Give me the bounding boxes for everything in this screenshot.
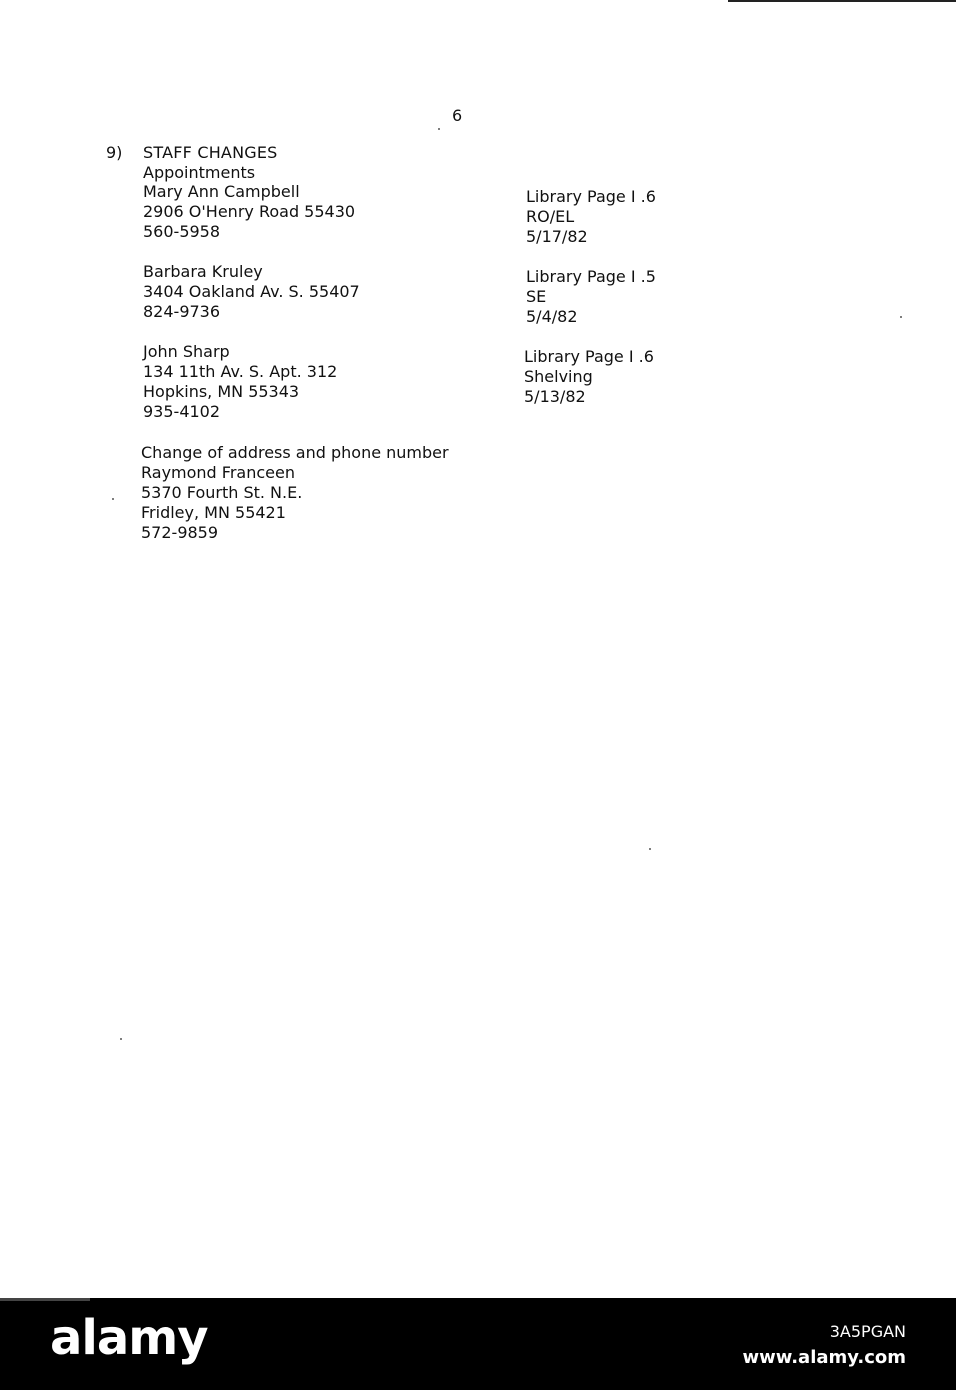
staff-position: Library Page I .6 [526, 187, 656, 206]
page-number: 6 [452, 106, 463, 125]
staff-location: Shelving [524, 367, 593, 386]
site-url: www.alamy.com [742, 1347, 906, 1368]
staff-position: Library Page I .6 [524, 347, 654, 366]
scan-speck [438, 128, 440, 130]
staff-phone: 824-9736 [143, 302, 221, 321]
appointment-entry [143, 262, 360, 322]
staff-name: John Sharp [143, 342, 230, 361]
alamy-logo: alamy [50, 1310, 208, 1366]
staff-address: 134 11th Av. S. Apt. 312 [143, 362, 338, 381]
staff-name: Barbara Kruley [143, 262, 263, 281]
section-title: STAFF CHANGES [143, 143, 278, 162]
image-id: 3A5PGAN [829, 1322, 906, 1341]
scan-edge-mark [0, 1298, 90, 1301]
staff-date: 5/13/82 [524, 387, 586, 406]
scan-speck [900, 316, 902, 318]
scan-edge-line [728, 0, 956, 2]
staff-location: SE [526, 287, 547, 306]
appointment-entry [143, 182, 355, 242]
section-subtitle: Appointments [143, 163, 256, 182]
appointment-details [526, 187, 656, 247]
appointment-entry [143, 342, 337, 422]
staff-address: 2906 O'Henry Road 55430 [143, 202, 356, 221]
staff-phone: 560-5958 [143, 222, 221, 241]
scan-speck [120, 1038, 122, 1040]
watermark-banner [0, 1298, 956, 1390]
change-phone: 572-9859 [141, 523, 219, 542]
change-heading: Change of address and phone number [141, 443, 449, 462]
change-address: Fridley, MN 55421 [141, 503, 286, 522]
staff-location: RO/EL [526, 207, 575, 226]
staff-name: Mary Ann Campbell [143, 182, 300, 201]
change-of-address [141, 443, 449, 543]
staff-address: Hopkins, MN 55343 [143, 382, 300, 401]
staff-phone: 935-4102 [143, 402, 221, 421]
staff-address: 3404 Oakland Av. S. 55407 [143, 282, 360, 301]
change-address: 5370 Fourth St. N.E. [141, 483, 303, 502]
staff-date: 5/17/82 [526, 227, 588, 246]
appointment-details [524, 347, 654, 407]
scan-speck [112, 498, 114, 500]
staff-date: 5/4/82 [526, 307, 578, 326]
staff-position: Library Page I .5 [526, 267, 656, 286]
scan-speck [649, 848, 651, 850]
appointment-details [526, 267, 656, 327]
section-number: 9) [106, 143, 123, 162]
change-name: Raymond Franceen [141, 463, 295, 482]
